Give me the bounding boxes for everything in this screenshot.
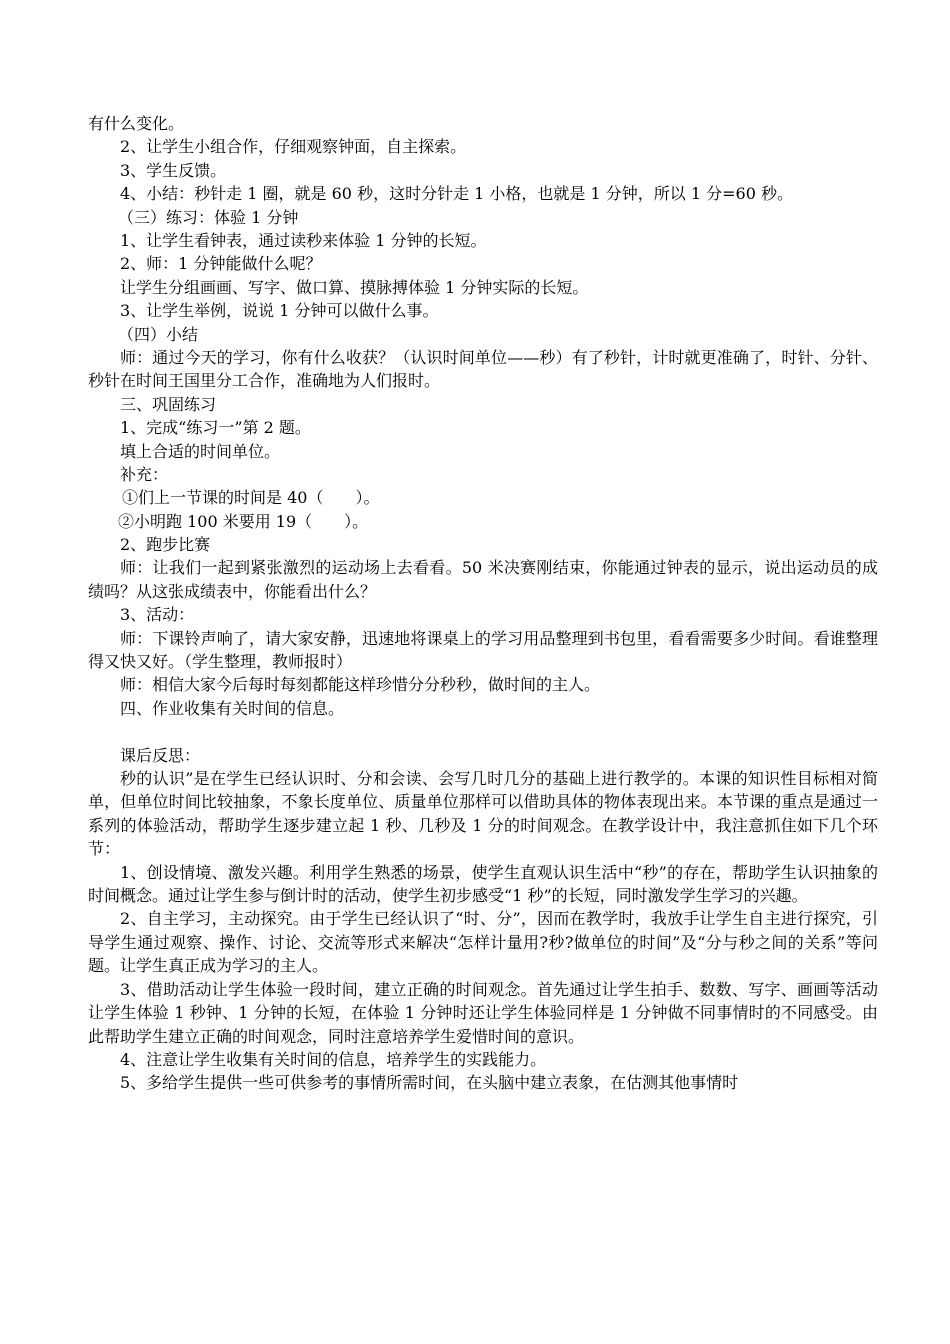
text-line: 2、让学生小组合作，仔细观察钟面，自主探索。 (120, 137, 467, 157)
text-line: 3、活动： (120, 605, 195, 625)
text-line: 3、学生反馈。 (120, 160, 227, 180)
paragraph: 2、自主学习，主动探究。由于学生已经认识了“时、分”，因而在教学时，我放手让学生自主进行探究，引导学生通过观察、操作、讨论、交流等形式来解决“怎样计量用?秒?做单位的时间”及“分与秒之间的关系”等问题。让学生真正成为学习的主人。 (88, 909, 878, 976)
text-line: 2、跑步比赛 (120, 535, 211, 555)
section-heading: （三）练习：体验 1 分钟 (118, 207, 299, 227)
document-page (88, 112, 878, 1095)
paragraph: 师：通过今天的学习，你有什么收获？（认识时间单位——秒）有了秒针，计时就更准确了，时针、分针、秒针在时间王国里分工合作，准确地为人们报时。 (88, 347, 878, 391)
paragraph: 师：下课铃声响了，请大家安静，迅速地将课桌上的学习用品整理到书包里，看看需要多少时间。看谁整理得又快又好。（学生整理，教师报时） (88, 628, 878, 672)
text-line: 4、小结：秒针走 1 圈，就是 60 秒，这时分针走 1 小格，也就是 1 分钟，所以 1 分=60 秒。 (120, 184, 793, 204)
blank-line (88, 720, 878, 743)
text-line: 2、师：1 分钟能做什么呢？ (120, 254, 322, 274)
paragraph: 秒的认识”是在学生已经认识时、分和会读、会写几时几分的基础上进行教学的。本课的知识性目标相对简单，但单位时间比较抽象，不象长度单位、质量单位那样可以借助具体的物体表现出来。本节课的重点是通过一系列的体验活动，帮助学生逐步建立起 1 秒、几秒及 1 分的时间观念。在教学设计中，我注意抓住如下几个环节： (88, 769, 878, 859)
text-line: 补充： (120, 464, 169, 484)
text-line: 3、让学生举例，说说 1 分钟可以做什么事。 (120, 301, 439, 321)
text-line: 1、完成“练习一”第 2 题。 (120, 418, 311, 438)
text-line: 4、注意让学生收集有关时间的信息，培养学生的实践能力。 (120, 1049, 547, 1069)
text-line: 让学生分组画画、写字、做口算、摸脉搏体验 1 分钟实际的长短。 (120, 277, 589, 297)
text-line: 填上合适的时间单位。 (120, 441, 281, 461)
section-heading: 课后反思： (120, 745, 201, 765)
text-line: 有什么变化。 (88, 114, 185, 133)
paragraph: 师：让我们一起到紧张激烈的运动场上去看看。50 米决赛刚结束，你能通过钟表的显示，说出运动员的成绩吗？从这张成绩表中，你能看出什么？ (88, 558, 878, 601)
text-line: ①们上一节课的时间是 40（ ）。 (122, 488, 380, 508)
section-heading: 四、作业收集有关时间的信息。 (120, 698, 345, 718)
text-line: ②小明跑 100 米要用 19（ ）。 (118, 511, 369, 531)
paragraph: 1、创设情境、激发兴趣。利用学生熟悉的场景，使学生直观认识生活中“秒”的存在，帮助学生认识抽象的时间概念。通过让学生参与倒计时的活动，使学生初步感受“1 秒”的长短，同时激发学生学习的兴趣。 (88, 862, 878, 906)
section-heading: 三、巩固练习 (120, 394, 217, 414)
text-line: 师：相信大家今后每时每刻都能这样珍惜分分秒秒，做时间的主人。 (120, 675, 601, 695)
paragraph: 3、借助活动让学生体验一段时间，建立正确的时间观念。首先通过让学生拍手、数数、写字、画画等活动让学生体验 1 秒钟、1 分钟的长短，在体验 1 分钟时还让学生体验同样是 1 分钟做不同事情时的不同感受。由此帮助学生建立正确的时间观念，同时注意培养学生爱惜时间的意识。 (88, 979, 878, 1046)
text-line: 5、多给学生提供一些可供参考的事情所需时间，在头脑中建立表象，在估测其他事情时 (120, 1073, 739, 1093)
text-line: 1、让学生看钟表，通过读秒来体验 1 分钟的长短。 (120, 230, 487, 250)
section-heading: （四）小结 (118, 324, 199, 344)
